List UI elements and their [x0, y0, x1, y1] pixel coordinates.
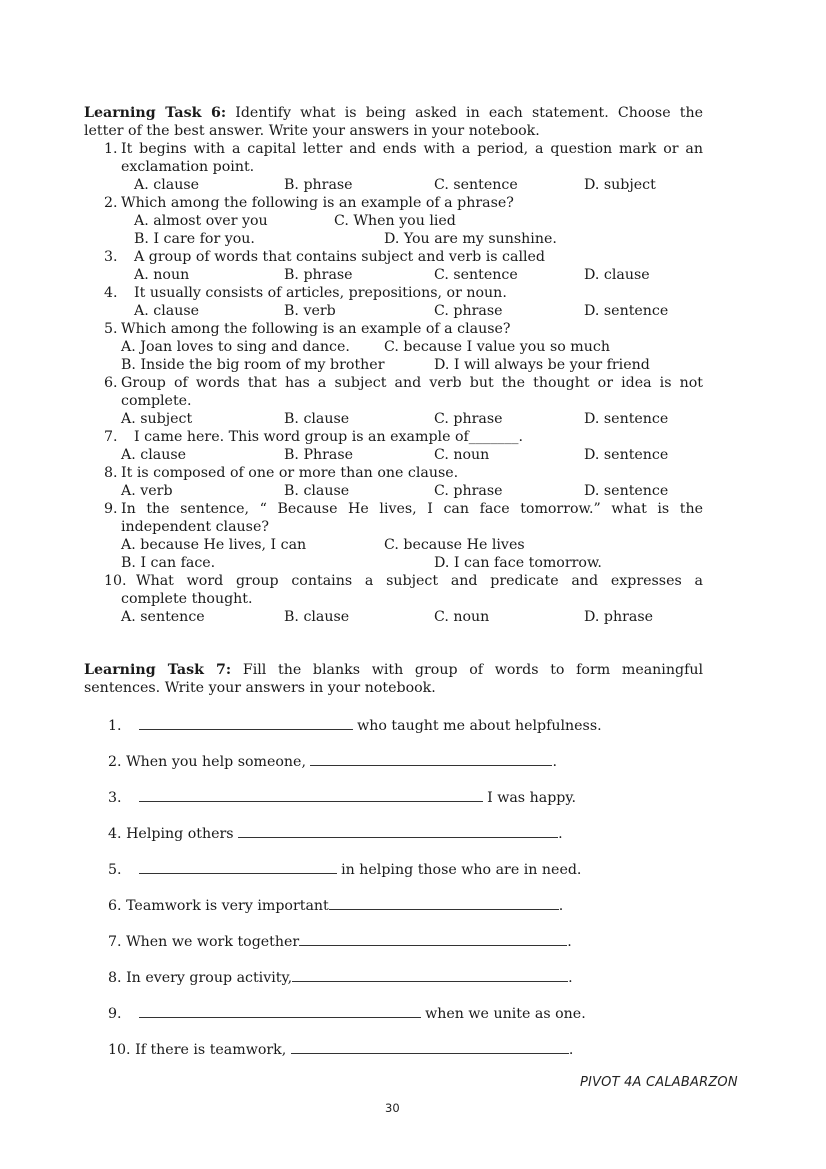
answer-blank[interactable] — [291, 1039, 569, 1054]
question-text: It usually consists of articles, prepositions, or noun. — [134, 285, 507, 301]
option-d: D. phrase — [584, 609, 654, 625]
item-number: 8. — [108, 970, 122, 986]
option-a: A. because He lives, I can — [121, 537, 307, 553]
item-number: 2. — [108, 754, 122, 770]
option-b: B. I care for you. — [134, 231, 255, 247]
option-c: C. sentence — [434, 267, 518, 283]
task7-instruction-line1: Learning Task 7: Fill the blanks with group of words to form meaningful — [84, 662, 703, 678]
fill-item — [108, 787, 576, 807]
fill-item — [108, 715, 602, 735]
option-d: D. sentence — [584, 447, 669, 463]
answer-blank[interactable] — [139, 715, 353, 730]
question-text: What word group contains a subject and predicate and expresses a — [136, 573, 703, 589]
page-number: 30 — [385, 1101, 400, 1115]
option-b: B. I can face. — [121, 555, 216, 571]
item-number: 4. — [108, 826, 122, 842]
option-c: C. because He lives — [384, 537, 525, 553]
question-text: It begins with a capital letter and ends with a period, a question mark or an — [121, 141, 703, 157]
item-text-before: When you help someone, — [126, 754, 311, 770]
fill-item — [108, 931, 572, 951]
answer-blank[interactable] — [238, 823, 558, 838]
task6-title: Learning Task 6: — [84, 105, 227, 121]
question-number: 4. — [104, 285, 118, 301]
task6-instruction-line2: letter of the best answer. Write your answers in your notebook. — [84, 123, 540, 139]
question-number: 5. — [104, 321, 118, 337]
answer-blank[interactable] — [329, 895, 559, 910]
answer-blank[interactable] — [139, 1003, 421, 1018]
question-text: Group of words that has a subject and verb but the thought or idea is not — [121, 375, 703, 391]
item-text-after: . — [568, 970, 573, 986]
fill-item — [108, 967, 573, 987]
option-d: D. sentence — [584, 483, 669, 499]
option-d: D. sentence — [584, 303, 669, 319]
item-text-after: . — [558, 826, 563, 842]
option-a: A. sentence — [121, 609, 205, 625]
option-c: C. noun — [434, 609, 490, 625]
item-number: 1. — [108, 718, 122, 734]
option-d: D. I can face tomorrow. — [434, 555, 602, 571]
item-number: 5. — [108, 862, 122, 878]
question-number: 2. — [104, 195, 118, 211]
answer-blank[interactable] — [139, 859, 337, 874]
question-text: Which among the following is an example of a clause? — [121, 321, 511, 337]
question-number: 8. — [104, 465, 118, 481]
question-number: 7. — [104, 429, 118, 445]
item-text-before: Helping others — [126, 826, 239, 842]
option-b: B. verb — [284, 303, 336, 319]
question-text-cont: exclamation point. — [121, 159, 255, 175]
question-text: I came here. This word group is an example of_______. — [134, 429, 523, 445]
option-d: D. I will always be your friend — [434, 357, 650, 373]
option-b: B. phrase — [284, 177, 353, 193]
option-d: D. sentence — [584, 411, 669, 427]
option-b: B. clause — [284, 609, 350, 625]
item-number: 9. — [108, 1006, 122, 1022]
item-text-before: In every group activity, — [126, 970, 293, 986]
item-number: 3. — [108, 790, 122, 806]
fill-item — [108, 823, 563, 843]
answer-blank[interactable] — [299, 931, 567, 946]
option-c: C. When you lied — [334, 213, 456, 229]
item-text-before: If there is teamwork, — [135, 1042, 291, 1058]
question-number: 9. — [104, 501, 118, 517]
fill-item — [108, 1003, 586, 1023]
item-number: 6. — [108, 898, 122, 914]
fill-item — [108, 751, 557, 771]
option-d: D. You are my sunshine. — [384, 231, 557, 247]
item-number: 10. — [108, 1042, 131, 1058]
option-b: B. Phrase — [284, 447, 354, 463]
item-text-after: I was happy. — [482, 790, 576, 806]
option-d: D. subject — [584, 177, 656, 193]
fill-item — [108, 859, 581, 879]
option-c: C. sentence — [434, 177, 518, 193]
item-text-after: who taught me about helpfulness. — [352, 718, 602, 734]
task7-title: Learning Task 7: — [84, 662, 232, 678]
option-a: A. clause — [134, 177, 200, 193]
question-text: A group of words that contains subject and verb is called — [134, 249, 546, 265]
footer-brand: PIVOT 4A CALABARZON — [580, 1075, 738, 1090]
question-text-cont: complete thought. — [121, 591, 253, 607]
option-c: C. phrase — [434, 483, 503, 499]
item-text-after: . — [568, 1042, 574, 1058]
task7-instruction-line2: sentences. Write your answers in your notebook. — [84, 680, 436, 696]
question-number: 6. — [104, 375, 118, 391]
option-b: B. clause — [284, 483, 350, 499]
item-text-before: Teamwork is very important — [126, 898, 329, 914]
fill-item — [108, 1039, 573, 1059]
option-a: A. almost over you — [134, 213, 268, 229]
option-c: C. because I value you so much — [384, 339, 610, 355]
question-text: Which among the following is an example of a phrase? — [121, 195, 514, 211]
question-text: In the sentence, “ Because He lives, I can face tomorrow.” what is the — [121, 501, 703, 517]
item-text-after: . — [552, 754, 557, 770]
question-text-cont: independent clause? — [121, 519, 269, 535]
question-text-cont: complete. — [121, 393, 192, 409]
option-a: A. noun — [134, 267, 190, 283]
question-text: It is composed of one or more than one clause. — [121, 465, 459, 481]
item-text-after: . — [558, 898, 564, 914]
option-a: A. Joan loves to sing and dance. — [121, 339, 350, 355]
option-c: C. phrase — [434, 411, 503, 427]
item-text-after: . — [567, 934, 572, 950]
option-b: B. clause — [284, 411, 350, 427]
item-number: 7. — [108, 934, 122, 950]
item-text-before: When we work together — [126, 934, 300, 950]
option-d: D. clause — [584, 267, 650, 283]
question-number: 10. — [104, 573, 127, 589]
answer-blank[interactable] — [139, 787, 483, 802]
item-text-after: when we unite as one. — [420, 1006, 586, 1022]
option-a: A. clause — [134, 303, 200, 319]
item-text-after: in helping those who are in need. — [336, 862, 582, 878]
question-number: 3. — [104, 249, 118, 265]
fill-item — [108, 895, 563, 915]
option-a: A. subject — [121, 411, 193, 427]
question-number: 1. — [104, 141, 118, 157]
task6-instruction-line1: Learning Task 6: Identify what is being asked in each statement. Choose the — [84, 105, 703, 121]
answer-blank[interactable] — [292, 967, 568, 982]
option-a: A. verb — [121, 483, 173, 499]
option-c: C. noun — [434, 447, 490, 463]
option-c: C. phrase — [434, 303, 503, 319]
option-b: B. Inside the big room of my brother — [121, 357, 385, 373]
option-b: B. phrase — [284, 267, 353, 283]
answer-blank[interactable] — [310, 751, 552, 766]
option-a: A. clause — [121, 447, 187, 463]
